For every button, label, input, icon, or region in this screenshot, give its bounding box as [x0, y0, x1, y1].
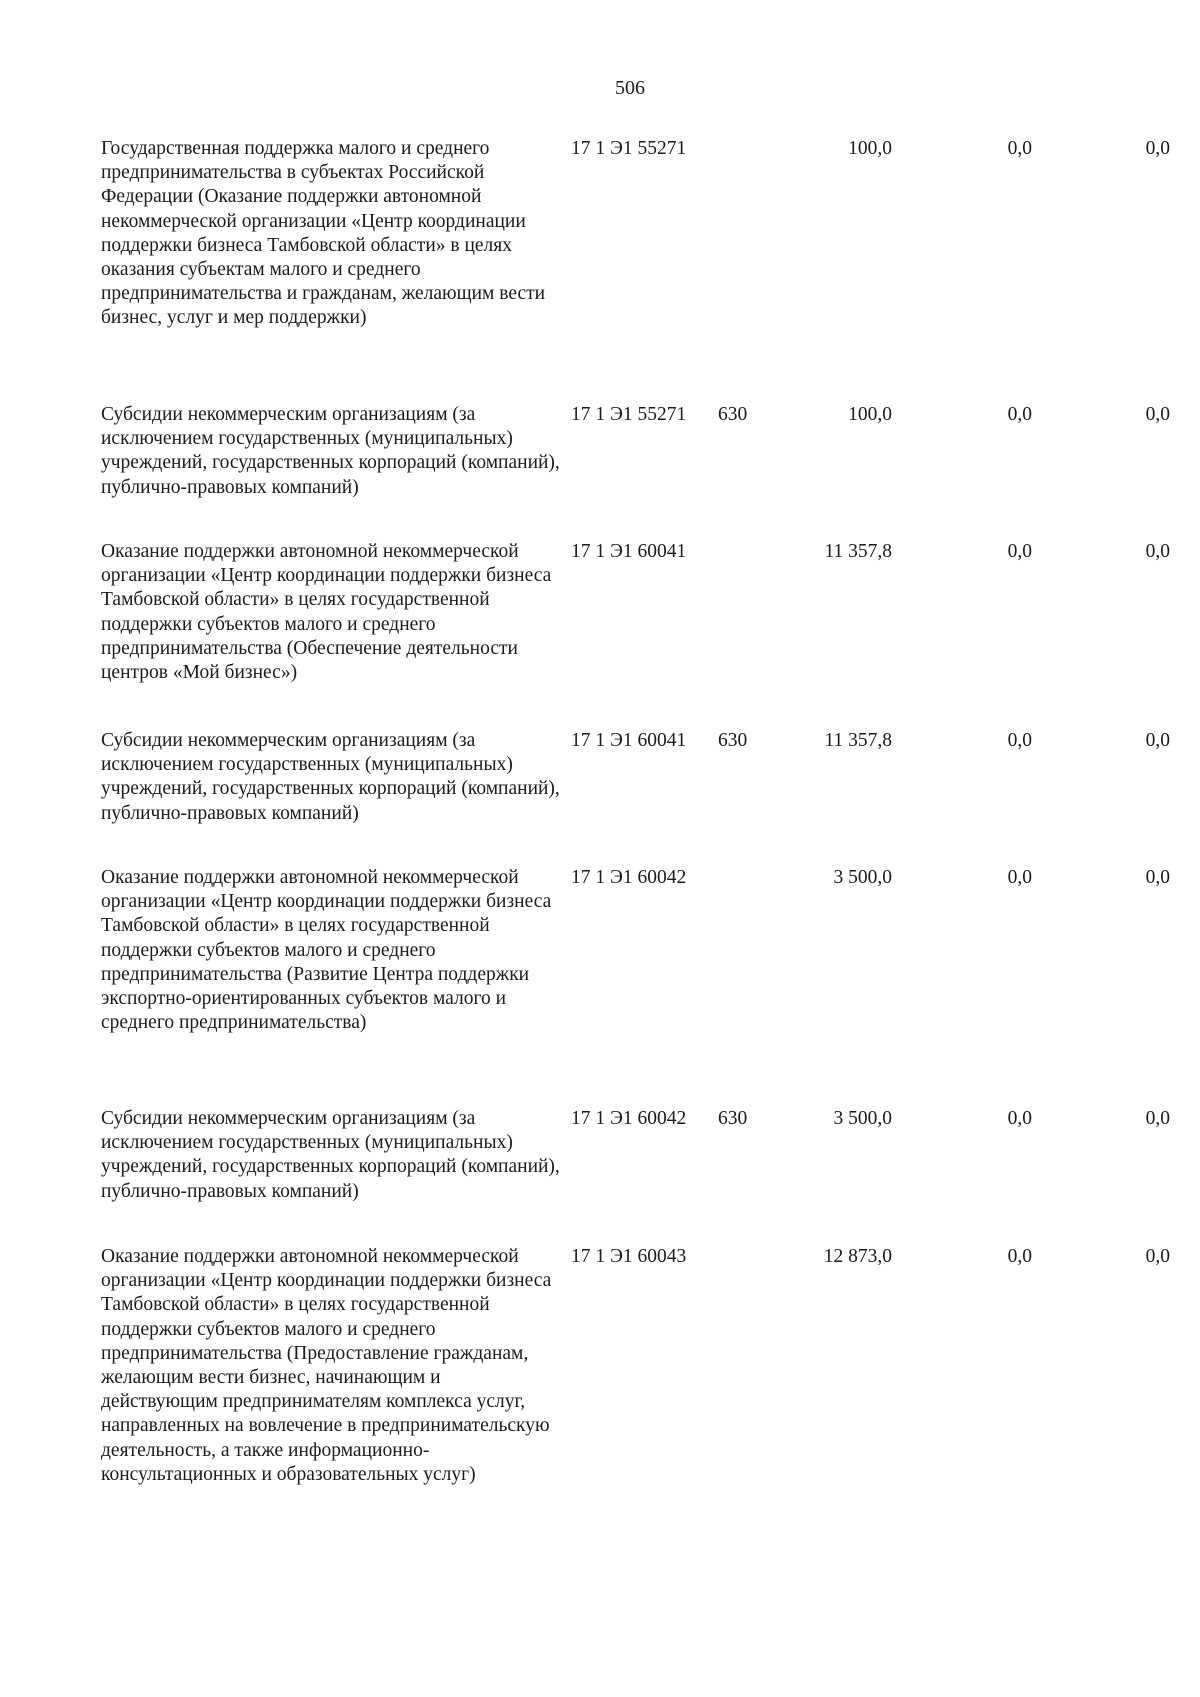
amount-year-1: 100,0 [848, 404, 892, 425]
target-article-code: 17 1 Э1 60042 [571, 1108, 687, 1129]
item-name: Оказание поддержки автономной некоммерческой организации «Центр координации поддержки бизнеса Тамбовской области» в целях государственной поддержки субъектов малого и среднего предпринимательства (Развитие Центра поддержки экспортно-ориентированных субъектов малого и среднего предпринимательства) [101, 867, 552, 1034]
amount-year-3: 0,0 [1145, 404, 1170, 425]
amount-year-2: 0,0 [1007, 1246, 1032, 1267]
target-article-code: 17 1 Э1 60041 [571, 541, 687, 562]
target-article-code: 17 1 Э1 55271 [571, 404, 687, 425]
amount-year-2: 0,0 [1007, 1108, 1032, 1129]
amount-year-3: 0,0 [1145, 138, 1170, 159]
item-name: Субсидии некоммерческим организациям (за исключением государственных (муниципальных) учреждений, государственных корпораций (компаний), публично-правовых компаний) [101, 404, 560, 498]
amount-year-2: 0,0 [1007, 541, 1032, 562]
amount-year-2: 0,0 [1007, 138, 1032, 159]
target-article-code: 17 1 Э1 60042 [571, 867, 687, 888]
expense-type-code: 630 [718, 730, 748, 751]
item-name: Субсидии некоммерческим организациям (за исключением государственных (муниципальных) учреждений, государственных корпораций (компаний), публично-правовых компаний) [101, 730, 560, 824]
expense-type-code: 630 [718, 404, 748, 425]
target-article-code: 17 1 Э1 55271 [571, 138, 687, 159]
amount-year-3: 0,0 [1145, 1108, 1170, 1129]
item-name: Государственная поддержка малого и среднего предпринимательства в субъектах Российской Федерации (Оказание поддержки автономной некоммерческой организации «Центр координации поддержки бизнеса Тамбовской области» в целях оказания субъектам малого и среднего предпринимательства и гражданам, желающим вести бизнес, услуг и мер поддержки) [101, 138, 546, 329]
amount-year-1: 100,0 [848, 138, 892, 159]
target-article-code: 17 1 Э1 60043 [571, 1246, 687, 1267]
amount-year-3: 0,0 [1145, 1246, 1170, 1267]
item-name: Субсидии некоммерческим организациям (за исключением государственных (муниципальных) учреждений, государственных корпораций (компаний), публично-правовых компаний) [101, 1108, 560, 1202]
expense-type-code: 630 [718, 1108, 748, 1129]
item-name: Оказание поддержки автономной некоммерческой организации «Центр координации поддержки бизнеса Тамбовской области» в целях государственной поддержки субъектов малого и среднего предпринимательства (Обеспечение деятельности центров «Мой бизнес») [101, 541, 552, 684]
amount-year-1: 11 357,8 [824, 541, 892, 562]
amount-year-1: 11 357,8 [824, 730, 892, 751]
amount-year-2: 0,0 [1007, 404, 1032, 425]
amount-year-1: 3 500,0 [833, 1108, 892, 1129]
target-article-code: 17 1 Э1 60041 [571, 730, 687, 751]
amount-year-3: 0,0 [1145, 541, 1170, 562]
amount-year-2: 0,0 [1007, 867, 1032, 888]
amount-year-3: 0,0 [1145, 730, 1170, 751]
amount-year-1: 3 500,0 [833, 867, 892, 888]
page-number: 506 [615, 77, 645, 99]
amount-year-2: 0,0 [1007, 730, 1032, 751]
amount-year-3: 0,0 [1145, 867, 1170, 888]
amount-year-1: 12 873,0 [823, 1246, 892, 1267]
item-name: Оказание поддержки автономной некоммерческой организации «Центр координации поддержки бизнеса Тамбовской области» в целях государственной поддержки субъектов малого и среднего предпринимательства (Предоставление гражданам, желающим вести бизнес, начинающим и действующим предпринимателям комплекса услуг, направленных на вовлечение в предпринимательскую деятельность, а также информационно-консультационных и образовательных услуг) [101, 1246, 552, 1485]
